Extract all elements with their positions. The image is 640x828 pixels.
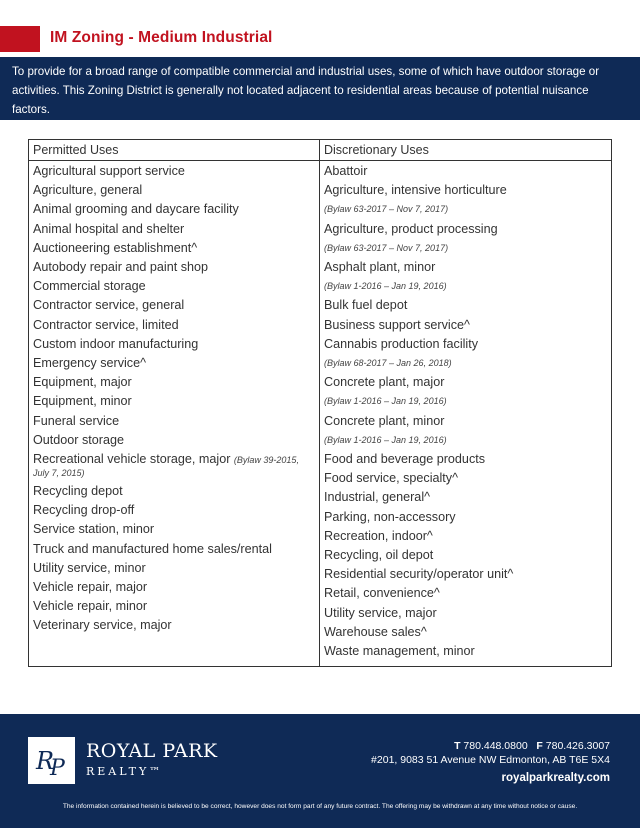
permitted-use-item-label: Agriculture, general: [33, 183, 143, 198]
royal-park-logo-icon: [28, 737, 75, 784]
phone-number: 780.448.0800: [463, 740, 528, 752]
discretionary-use-item: [320, 181, 611, 200]
permitted-use-item-label: Autobody repair and paint shop: [33, 260, 209, 275]
uses-table: [28, 139, 612, 667]
intro-text: To provide for a broad range of compatible commercial and industrial uses, some of which have outdoor storage or activities. This Zoning District is generally not located adjacent to residential areas because of potential nuisance factors.: [12, 65, 600, 116]
discretionary-use-item: [320, 296, 611, 315]
permitted-use-item: [29, 578, 319, 597]
permitted-use-item-label: Recreational vehicle storage, major: [33, 452, 231, 467]
permitted-use-item-label: Contractor service, limited: [33, 317, 179, 332]
permitted-use-item: [29, 316, 319, 335]
discretionary-use-item-label: Warehouse sales^: [324, 624, 427, 639]
discretionary-use-item: [320, 162, 611, 181]
discretionary-use-item-bylaw-note: [320, 239, 611, 258]
disclaimer: The information contained herein is believed to be correct, however does not form part of any future contract. The offering may be withdrawn at any time without notice or cause.: [62, 803, 578, 810]
discretionary-uses-list: [320, 161, 611, 661]
discretionary-use-item-bylaw-note: [320, 277, 611, 296]
permitted-use-item: [29, 559, 319, 578]
discretionary-use-item: [320, 565, 611, 584]
discretionary-use-item-label: Asphalt plant, minor: [324, 260, 436, 275]
discretionary-uses-column: [320, 140, 611, 666]
phone-label: T: [454, 740, 461, 752]
permitted-use-item-label: Outdoor storage: [33, 432, 125, 447]
permitted-use-item: [29, 412, 319, 431]
permitted-use-item: [29, 181, 319, 200]
permitted-use-item-label: Custom indoor manufacturing: [33, 336, 199, 351]
discretionary-use-item: [320, 450, 611, 469]
permitted-use-item: [29, 520, 319, 539]
phone-fax-line: [371, 739, 610, 753]
discretionary-use-item-label: (Bylaw 1-2016 – Jan 19, 2016): [324, 396, 447, 407]
discretionary-use-item-label: Recycling, oil depot: [324, 548, 434, 563]
permitted-use-item: [29, 239, 319, 258]
permitted-use-item-label: Recycling depot: [33, 484, 123, 499]
intro-banner: [0, 57, 640, 120]
discretionary-use-item-label: Food and beverage products: [324, 452, 486, 467]
discretionary-use-item: [320, 335, 611, 354]
address: #201, 9083 51 Avenue NW Edmonton, AB T6E 5X4: [371, 754, 610, 766]
discretionary-use-item: [320, 488, 611, 507]
page-title: IM Zoning - Medium Industrial: [50, 29, 273, 46]
permitted-use-item-label: Emergency service^: [33, 356, 146, 371]
permitted-use-item: [29, 373, 319, 392]
discretionary-use-item: [320, 642, 611, 661]
permitted-use-item-label: Animal grooming and daycare facility: [33, 202, 239, 217]
permitted-use-item: [29, 540, 319, 559]
permitted-uses-header: Permitted Uses: [29, 140, 319, 161]
discretionary-use-item-label: Concrete plant, major: [324, 375, 445, 390]
discretionary-use-item: [320, 316, 611, 335]
discretionary-use-item-label: Food service, specialty^: [324, 471, 458, 486]
permitted-use-item-label: Truck and manufactured home sales/rental: [33, 541, 272, 556]
logo-letter-r: R: [36, 747, 55, 775]
permitted-use-item: [29, 597, 319, 616]
discretionary-use-item-label: Waste management, minor: [324, 644, 475, 659]
permitted-use-item: [29, 277, 319, 296]
website-link[interactable]: royalparkrealty.com: [501, 772, 610, 784]
discretionary-use-item: [320, 527, 611, 546]
discretionary-use-item: [320, 508, 611, 527]
permitted-use-item: [29, 335, 319, 354]
permitted-use-item-label: Commercial storage: [33, 279, 146, 294]
discretionary-use-item-label: Retail, convenience^: [324, 586, 440, 601]
permitted-use-item-label: Agricultural support service: [33, 164, 185, 178]
permitted-use-item: [29, 392, 319, 411]
discretionary-use-item-label: (Bylaw 63-2017 – Nov 7, 2017): [324, 204, 449, 215]
permitted-use-item-label: Veterinary service, major: [33, 618, 172, 633]
discretionary-use-item: [320, 546, 611, 565]
discretionary-use-item-label: Cannabis production facility: [324, 336, 479, 351]
discretionary-uses-header: Discretionary Uses: [320, 140, 611, 161]
discretionary-use-item-bylaw-note: [320, 392, 611, 411]
page-title-bar: [0, 26, 640, 56]
fax-number: 780.426.3007: [545, 740, 610, 752]
brand-subtitle: REALTY™: [86, 765, 164, 778]
permitted-use-item-label: Utility service, minor: [33, 560, 146, 575]
permitted-use-item-label: Equipment, minor: [33, 394, 132, 409]
discretionary-use-item: [320, 469, 611, 488]
discretionary-use-item-label: Business support service^: [324, 317, 470, 332]
permitted-use-item: [29, 450, 319, 482]
discretionary-use-item-label: Residential security/operator unit^: [324, 567, 514, 582]
discretionary-use-item-label: Bulk fuel depot: [324, 298, 408, 313]
discretionary-use-item: [320, 412, 611, 431]
permitted-use-item: [29, 431, 319, 450]
title-accent-bar: [0, 26, 40, 52]
permitted-use-item: [29, 296, 319, 315]
discretionary-use-item-bylaw-note: [320, 431, 611, 450]
discretionary-use-item-label: Industrial, general^: [324, 490, 431, 505]
discretionary-use-item: [320, 220, 611, 239]
footer: [0, 714, 640, 828]
permitted-use-item-label: Auctioneering establishment^: [33, 240, 198, 255]
discretionary-use-item: [320, 258, 611, 277]
logo-letter-p: P: [50, 756, 65, 781]
permitted-use-item-label: Contractor service, general: [33, 298, 185, 313]
discretionary-use-item-label: Parking, non-accessory: [324, 509, 456, 524]
permitted-use-item-label: Equipment, major: [33, 375, 132, 390]
discretionary-use-item-bylaw-note: [320, 200, 611, 219]
discretionary-use-item-label: (Bylaw 63-2017 – Nov 7, 2017): [324, 242, 449, 253]
permitted-uses-column: [29, 140, 320, 666]
permitted-use-item: [29, 258, 319, 277]
permitted-use-item: [29, 220, 319, 239]
discretionary-use-item: [320, 623, 611, 642]
permitted-use-item-label: Vehicle repair, minor: [33, 599, 148, 614]
discretionary-use-item-label: Abattoir: [324, 164, 368, 178]
discretionary-use-item-bylaw-note: [320, 354, 611, 373]
permitted-use-item: [29, 354, 319, 373]
discretionary-use-item-label: Agriculture, product processing: [324, 221, 498, 236]
permitted-use-item-label: Vehicle repair, major: [33, 580, 148, 595]
permitted-use-item-label: Recycling drop-off: [33, 503, 135, 518]
brand-name: ROYAL PARK: [86, 740, 218, 762]
discretionary-use-item-label: Utility service, major: [324, 605, 437, 620]
discretionary-use-item: [320, 604, 611, 623]
contact-info: [371, 739, 610, 767]
permitted-use-item: [29, 482, 319, 501]
discretionary-use-item: [320, 584, 611, 603]
permitted-use-item: [29, 200, 319, 219]
permitted-use-item-label: Animal hospital and shelter: [33, 221, 185, 236]
discretionary-use-item-label: Concrete plant, minor: [324, 413, 445, 428]
permitted-uses-list: [29, 161, 319, 636]
permitted-use-item: [29, 162, 319, 181]
discretionary-use-item-label: (Bylaw 68-2017 – Jan 26, 2018): [324, 358, 452, 369]
permitted-use-item: [29, 616, 319, 635]
permitted-use-item-label: Service station, minor: [33, 522, 155, 537]
discretionary-use-item-label: (Bylaw 1-2016 – Jan 19, 2016): [324, 281, 447, 292]
discretionary-use-item-label: Recreation, indoor^: [324, 528, 433, 543]
permitted-use-item-bylaw-note: (Bylaw 39-2015, July 7, 2015): [33, 455, 299, 479]
permitted-use-item-label: Funeral service: [33, 413, 120, 428]
discretionary-use-item-label: (Bylaw 1-2016 – Jan 19, 2016): [324, 434, 447, 445]
fax-label: F: [536, 740, 543, 752]
permitted-use-item: [29, 501, 319, 520]
discretionary-use-item-label: Agriculture, intensive horticulture: [324, 183, 507, 198]
discretionary-use-item: [320, 373, 611, 392]
